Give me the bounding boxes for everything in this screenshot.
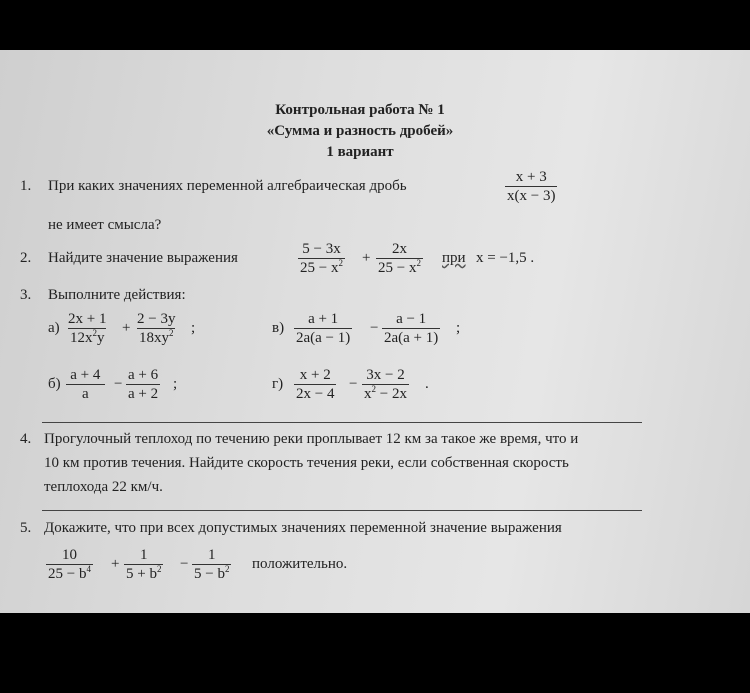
task3v-fraction-2	[382, 310, 440, 347]
semicolon: ;	[191, 320, 196, 336]
fraction-numerator: 1	[139, 547, 148, 563]
task4-number: 4.	[20, 431, 32, 447]
task3a-label: а)	[48, 320, 60, 336]
variant-label: 1 вариант	[326, 144, 394, 160]
fraction-numerator: 2x	[391, 241, 407, 257]
task1-text: При каких значениях переменной алгебраическая дробь	[48, 178, 407, 194]
task1-text-continued: не имеет смысла?	[48, 217, 162, 233]
fraction-denominator: 5 + b	[126, 566, 157, 582]
page-title: Контрольная работа № 1	[275, 102, 445, 118]
task2-condition: x = −1,5 .	[476, 250, 535, 266]
fraction-numerator: 1	[207, 547, 216, 563]
task5-text: Докажите, что при всех допустимых значениях переменной значение выражения	[44, 520, 562, 536]
fraction-denominator: x(x − 3)	[507, 188, 556, 204]
fraction-numerator: a + 1	[308, 311, 339, 327]
task3b-fraction-1	[66, 366, 105, 403]
fraction-denominator: a	[66, 384, 105, 403]
task3a-fraction-1: $\frac{2x + 1}{12x^2y}$	[68, 311, 107, 346]
task3v-fraction-1	[294, 310, 352, 347]
task4-line-2: 10 км против течения. Найдите скорость течения реки, если собственная скорость	[44, 455, 569, 471]
fraction-numerator: 10	[61, 547, 77, 563]
fraction-denominator: 2x − 4	[296, 386, 335, 402]
fraction-denominator: 25 − x	[300, 260, 339, 276]
fraction-numerator: 5 − 3x	[302, 241, 341, 257]
task4-line-1: Прогулочный теплоход по течению реки проплывает 12 км за такое же время, что и	[44, 431, 579, 447]
fraction-numerator: a + 4	[70, 367, 101, 383]
plus-sign: +	[362, 250, 371, 266]
task3-number: 3.	[20, 287, 32, 303]
task3g-label: г)	[272, 376, 284, 392]
semicolon: ;	[456, 320, 461, 336]
fraction-numerator: 2 − 3y	[137, 311, 176, 327]
fraction-denominator: 2a(a + 1)	[384, 330, 439, 346]
task2-when: при	[442, 250, 466, 266]
task3v-label: в)	[272, 320, 285, 336]
fraction-numerator: a + 6	[128, 367, 159, 383]
plus-sign: +	[122, 320, 131, 336]
task4-line-3: теплохода 22 км/ч.	[44, 479, 163, 495]
task5-fraction-1: $\frac{10}{25 - b^4}$	[48, 547, 91, 582]
minus-sign: −	[370, 320, 379, 336]
fraction-denominator: 25 − b	[48, 566, 87, 582]
task2-text: Найдите значение выражения	[48, 250, 238, 266]
plus-sign: +	[111, 556, 120, 572]
divider-line	[42, 422, 642, 423]
fraction-denominator: 25 − x	[378, 260, 417, 276]
fraction-denominator: 12x	[69, 330, 93, 346]
task2-number: 2.	[20, 250, 32, 266]
task3g-fraction-2: $\frac{3x - 2}{x^2 - 2x}$	[364, 367, 407, 402]
minus-sign: −	[180, 556, 189, 572]
fraction-denominator: 5 − b	[194, 566, 225, 582]
period: .	[425, 376, 429, 392]
task5-fraction-3: $\frac{1}{5 - b^2}$	[194, 547, 230, 582]
task5-fraction-2: $\frac{1}{5 + b^2}$	[126, 547, 162, 582]
task3b-label: б)	[48, 376, 61, 392]
task3a-fraction-2: $\frac{2 - 3y}{18xy^2}$	[137, 311, 176, 346]
task3b-fraction-2	[126, 366, 160, 403]
task3-text: Выполните действия:	[48, 287, 186, 303]
task1-fraction	[505, 168, 557, 205]
task1-number: 1.	[20, 178, 32, 194]
task5-number: 5.	[20, 520, 32, 536]
fraction-denominator: x	[364, 386, 372, 402]
task5-tail: положительно.	[252, 556, 348, 572]
fraction-numerator: x + 3	[515, 169, 547, 185]
minus-sign: −	[114, 376, 123, 392]
task2-fraction-1: $\frac{5 - 3x}{25 - x^2}$	[300, 241, 343, 276]
task3g-fraction-1	[294, 366, 336, 403]
fraction-denominator: 18xy	[138, 330, 169, 346]
fraction-denominator-tail: y	[96, 330, 105, 346]
page-subtitle: «Сумма и разность дробей»	[266, 123, 454, 139]
fraction-denominator: a + 2	[128, 386, 159, 402]
fraction-numerator: x + 2	[299, 367, 331, 383]
task2-fraction-2: $\frac{2x}{25 - x^2}$	[378, 241, 421, 276]
worksheet-paper	[0, 50, 750, 613]
fraction-numerator: 2x + 1	[68, 311, 107, 327]
fraction-denominator-tail: − 2x	[376, 386, 407, 402]
fraction-denominator: 2a(a − 1)	[296, 330, 351, 346]
divider-line	[42, 510, 642, 511]
minus-sign: −	[349, 376, 358, 392]
semicolon: ;	[173, 376, 178, 392]
fraction-numerator: a − 1	[396, 311, 427, 327]
fraction-numerator: 3x − 2	[366, 367, 405, 383]
